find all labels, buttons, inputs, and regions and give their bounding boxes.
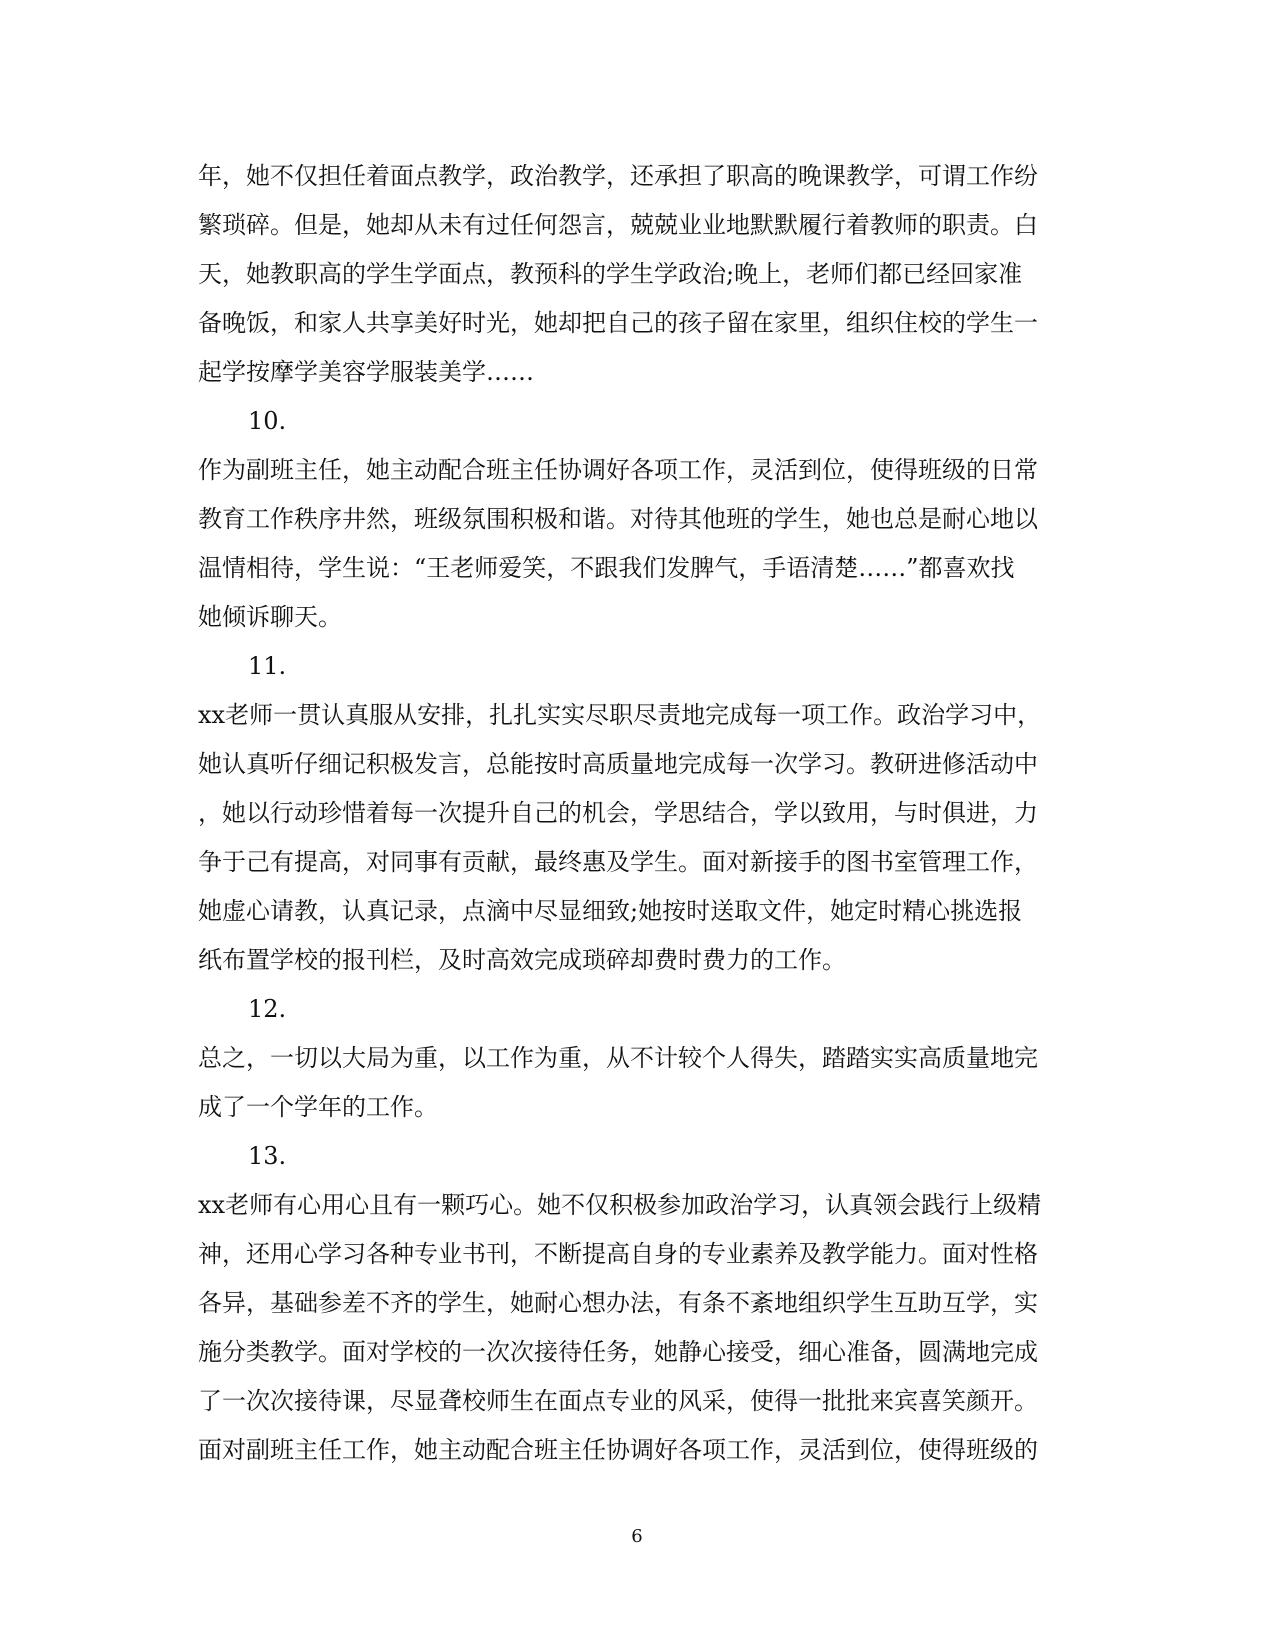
text-line: ，她以行动珍惜着每一次提升自己的机会，学思结合，学以致用，与时俱进，力	[198, 799, 1038, 827]
text-line: 作为副班主任，她主动配合班主任协调好各项工作，灵活到位，使得班级的日常	[198, 456, 1038, 484]
text-line: 施分类教学。面对学校的一次次接待任务，她静心接受，细心准备，圆满地完成	[198, 1338, 1038, 1366]
item-number: 12.	[248, 995, 287, 1023]
page-number: 6	[631, 1526, 643, 1547]
text-line: 神，还用心学习各种专业书刊，不断提高自身的专业素养及教学能力。面对性格	[198, 1240, 1038, 1268]
body-text	[198, 152, 1078, 1475]
item-number: 13.	[248, 1142, 287, 1170]
text-line: 温情相待，学生说：“王老师爱笑，不跟我们发脾气，手语清楚……”都喜欢找	[198, 554, 1015, 582]
text-line: 争于己有提高，对同事有贡献，最终惠及学生。面对新接手的图书室管理工作，	[198, 848, 1038, 876]
text-line: 她倾诉聊天。	[198, 603, 342, 631]
text-line: 总之，一切以大局为重，以工作为重，从不计较个人得失，踏踏实实高质量地完	[198, 1044, 1038, 1072]
text-line: 成了一个学年的工作。	[198, 1093, 438, 1121]
text-line: 她虚心请教，认真记录，点滴中尽显细致;她按时送取文件，她定时精心挑选报	[198, 897, 1023, 925]
text-line: 起学按摩学美容学服装美学……	[198, 358, 534, 386]
text-line: 繁琐碎。但是，她却从未有过任何怨言，兢兢业业地默默履行着教师的职责。白	[198, 211, 1038, 239]
text-line: 她认真听仔细记积极发言，总能按时高质量地完成每一次学习。教研进修活动中	[198, 750, 1038, 778]
item-number: 10.	[248, 407, 287, 435]
text-line: 面对副班主任工作，她主动配合班主任协调好各项工作，灵活到位，使得班级的	[198, 1436, 1038, 1464]
text-line: 了一次次接待课，尽显聋校师生在面点专业的风采，使得一批批来宾喜笑颜开。	[198, 1387, 1038, 1415]
text-line: xx老师有心用心且有一颗巧心。她不仅积极参加政治学习，认真领会践行上级精	[198, 1191, 1042, 1219]
text-line: 纸布置学校的报刊栏，及时高效完成琐碎却费时费力的工作。	[198, 946, 846, 974]
item-number: 11.	[248, 652, 287, 680]
text-line: 天，她教职高的学生学面点，教预科的学生学政治;晚上，老师们都已经回家准	[198, 260, 1023, 288]
text-line: 备晚饭，和家人共享美好时光，她却把自己的孩子留在家里，组织住校的学生一	[198, 309, 1038, 337]
text-line: 年，她不仅担任着面点教学，政治教学，还承担了职高的晚课教学，可谓工作纷	[198, 162, 1038, 190]
text-line: 各异，基础参差不齐的学生，她耐心想办法，有条不紊地组织学生互助互学，实	[198, 1289, 1038, 1317]
text-line: xx老师一贯认真服从安排，扎扎实实尽职尽责地完成每一项工作。政治学习中，	[198, 701, 1042, 729]
text-line: 教育工作秩序井然，班级氛围积极和谐。对待其他班的学生，她也总是耐心地以	[198, 505, 1038, 533]
